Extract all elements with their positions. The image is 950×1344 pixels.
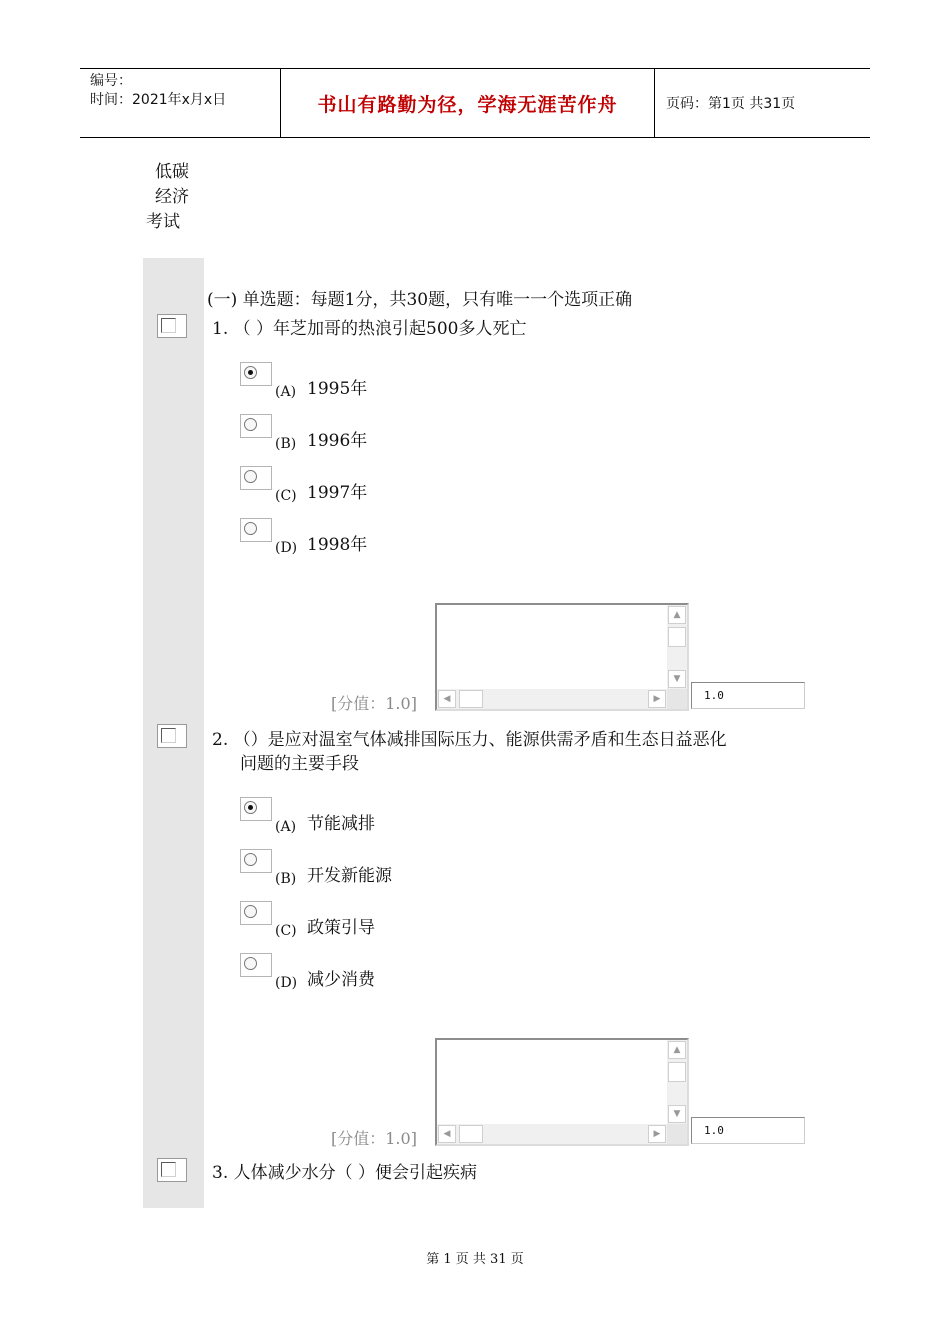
- radio-icon: [244, 853, 257, 866]
- vertical-scrollbar[interactable]: [667, 605, 687, 689]
- scroll-right-icon[interactable]: ▶: [648, 1125, 666, 1143]
- q2-answer-textarea[interactable]: [435, 1038, 689, 1146]
- radio-selected-icon: [244, 366, 257, 379]
- q2-option-d-radio[interactable]: [240, 953, 272, 977]
- scroll-corner: [667, 1124, 687, 1144]
- scroll-thumb[interactable]: [668, 1062, 686, 1082]
- vertical-scrollbar[interactable]: [667, 1040, 687, 1124]
- header-meta: [90, 72, 226, 110]
- radio-icon: [244, 905, 257, 918]
- scroll-up-icon[interactable]: ▲: [668, 606, 686, 624]
- q1-option-a-text: 1995年: [307, 379, 368, 399]
- q1-option-c-text: 1997年: [307, 483, 368, 503]
- q1-score-input[interactable]: 1.0: [691, 682, 805, 709]
- q2-option-d-letter: (D): [275, 975, 298, 991]
- scroll-thumb[interactable]: [459, 1125, 483, 1143]
- q1-score-label: [分值：1.0]: [331, 694, 417, 713]
- doc-title-line-1: 低碳: [155, 162, 189, 182]
- scroll-corner: [667, 689, 687, 709]
- number-label: 编号：: [90, 73, 132, 89]
- question-1-text: 1. （ ）年芝加哥的热浪引起500多人死亡: [212, 319, 527, 339]
- doc-title-line-2: 经济: [155, 187, 189, 207]
- page-footer: 第 1 页 共 31 页: [426, 1252, 524, 1267]
- q1-option-c-letter: (C): [275, 488, 297, 504]
- q1-option-d-letter: (D): [275, 540, 298, 556]
- scroll-down-icon[interactable]: ▼: [668, 670, 686, 688]
- time-label: 时间：2021年x月x日: [90, 92, 227, 108]
- question-2-checkbox[interactable]: [157, 724, 187, 748]
- horizontal-scrollbar[interactable]: [437, 1124, 667, 1144]
- scroll-up-icon[interactable]: ▲: [668, 1041, 686, 1059]
- header-divider: [654, 69, 655, 137]
- question-2-text-cont: 问题的主要手段: [240, 754, 359, 774]
- q2-option-d-text: 减少消费: [307, 970, 375, 990]
- q2-option-a-letter: (A): [275, 819, 297, 835]
- q2-option-b-text: 开发新能源: [307, 866, 392, 886]
- scroll-thumb[interactable]: [459, 690, 483, 708]
- radio-icon: [244, 470, 257, 483]
- q1-option-a-letter: (A): [275, 384, 297, 400]
- header-page-info: 页码：第1页 共31页: [666, 96, 796, 112]
- section-title: (一) 单选题：每题1分，共30题，只有唯一一个选项正确: [207, 290, 633, 310]
- radio-icon: [244, 957, 257, 970]
- document-header: [80, 68, 870, 138]
- q1-answer-textarea[interactable]: [435, 603, 689, 711]
- q2-option-b-letter: (B): [275, 871, 297, 887]
- q1-option-d-text: 1998年: [307, 535, 368, 555]
- radio-icon: [244, 522, 257, 535]
- q2-option-a-text: 节能减排: [307, 814, 375, 834]
- question-1-checkbox[interactable]: [157, 314, 187, 338]
- q2-option-b-radio[interactable]: [240, 849, 272, 873]
- scroll-left-icon[interactable]: ◀: [438, 690, 456, 708]
- q2-option-a-radio[interactable]: [240, 797, 272, 821]
- q1-option-b-letter: (B): [275, 436, 297, 452]
- q1-option-d-radio[interactable]: [240, 518, 272, 542]
- scroll-down-icon[interactable]: ▼: [668, 1105, 686, 1123]
- q1-option-b-radio[interactable]: [240, 414, 272, 438]
- scroll-left-icon[interactable]: ◀: [438, 1125, 456, 1143]
- q1-option-c-radio[interactable]: [240, 466, 272, 490]
- radio-icon: [244, 418, 257, 431]
- q2-score-label: [分值：1.0]: [331, 1129, 417, 1148]
- question-2-text: 2. （）是应对温室气体减排国际压力、能源供需矛盾和生态日益恶化: [212, 730, 727, 750]
- question-3-text: 3. 人体减少水分（ ）便会引起疾病: [212, 1163, 478, 1183]
- header-motto: 书山有路勤为径，学海无涯苦作舟: [317, 93, 618, 116]
- radio-selected-icon: [244, 801, 257, 814]
- scroll-right-icon[interactable]: ▶: [648, 690, 666, 708]
- q1-option-a-radio[interactable]: [240, 362, 272, 386]
- q2-option-c-radio[interactable]: [240, 901, 272, 925]
- question-3-checkbox[interactable]: [157, 1158, 187, 1182]
- scroll-thumb[interactable]: [668, 627, 686, 647]
- doc-title-line-3: 考试: [146, 212, 180, 232]
- q2-option-c-text: 政策引导: [307, 918, 375, 938]
- q2-score-input[interactable]: 1.0: [691, 1117, 805, 1144]
- q2-option-c-letter: (C): [275, 923, 297, 939]
- horizontal-scrollbar[interactable]: [437, 689, 667, 709]
- q1-option-b-text: 1996年: [307, 431, 368, 451]
